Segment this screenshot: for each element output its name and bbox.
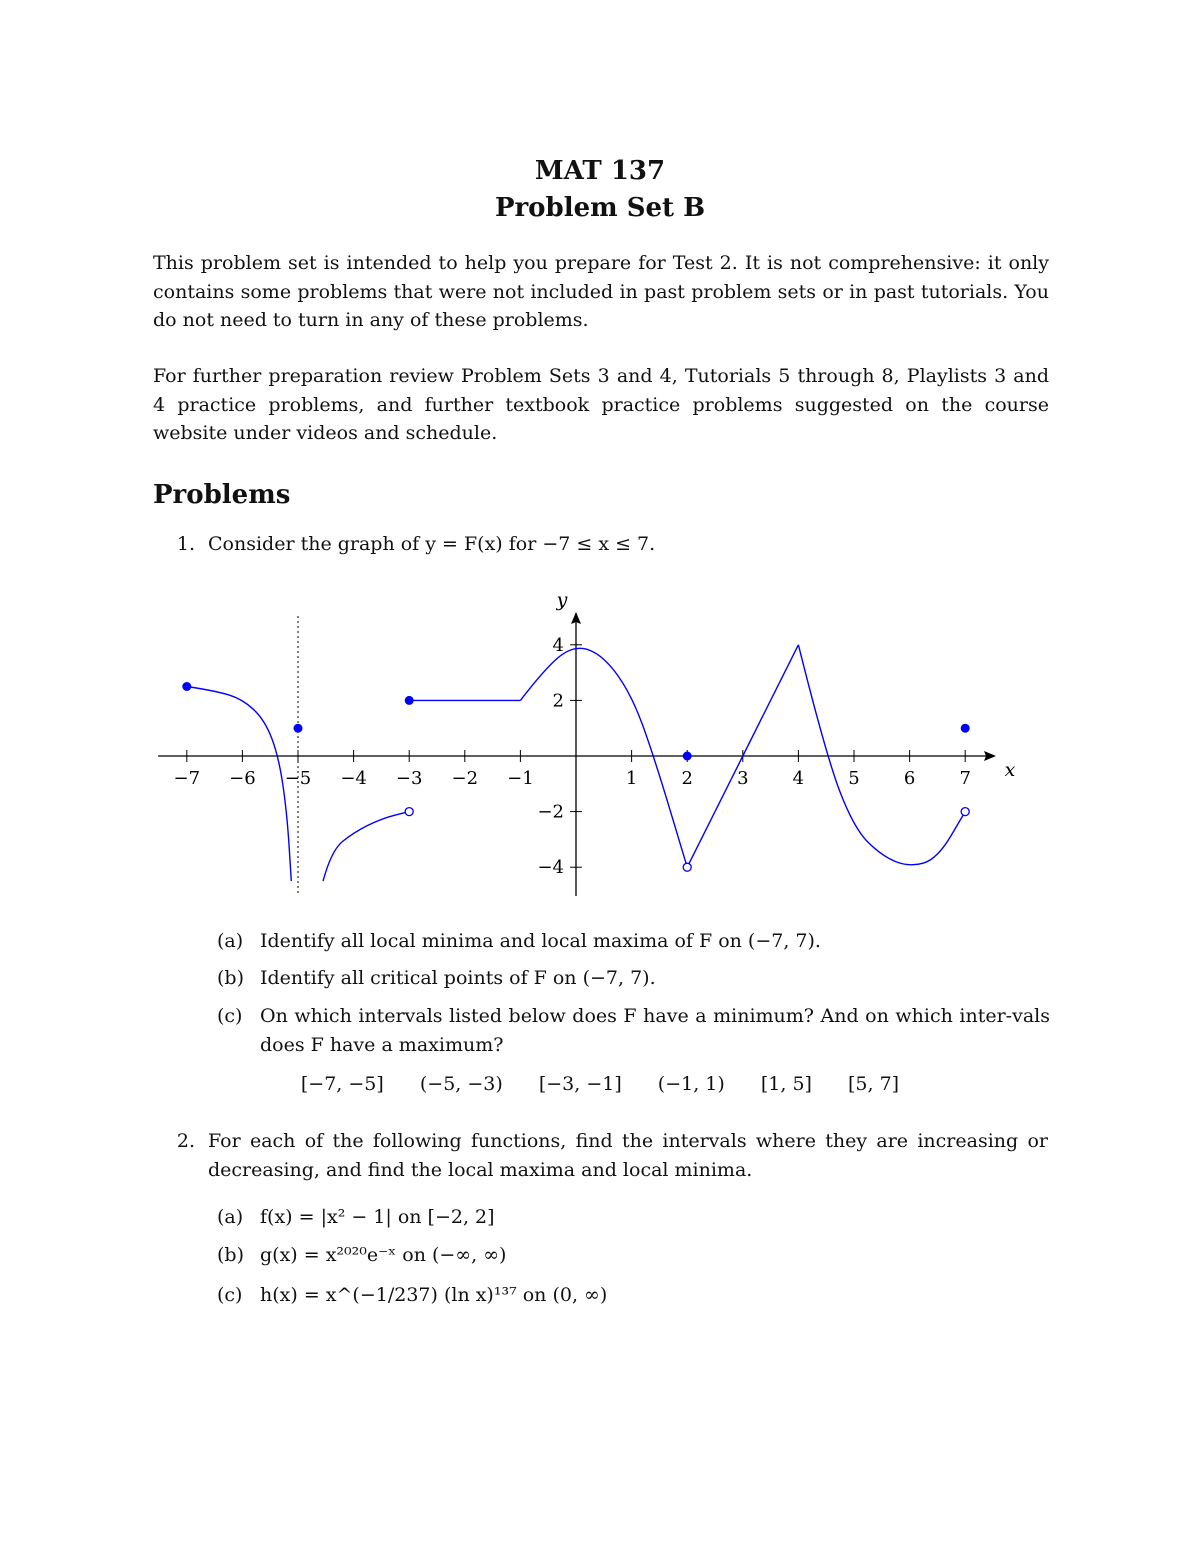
x-tick-label: −2 — [451, 768, 479, 789]
preparation-paragraph: For further preparation review Problem Sets 3 and 4, Tutorials 5 through 8, Playlists 3 and 4 practice problems, and further textbook practice problems suggested on the course website under videos and schedule. — [153, 365, 1049, 444]
part-label: (a) — [217, 1206, 244, 1228]
tick-labels — [174, 589, 1016, 878]
interval: [−7, −5] — [300, 1073, 384, 1095]
problem-text: Consider the graph of y = F(x) for −7 ≤ x ≤ 7. — [208, 533, 656, 555]
problem-number: 2. — [176, 1130, 195, 1152]
x-tick-label: −4 — [340, 768, 367, 789]
closed-point — [683, 752, 692, 761]
problem-1b — [217, 964, 656, 993]
x-axis-label: x — [1004, 759, 1016, 781]
open-point — [961, 808, 969, 816]
problem-2c — [217, 1281, 608, 1310]
curve-valley — [798, 645, 965, 865]
closed-point — [182, 682, 191, 691]
curve-right-branch — [323, 812, 409, 882]
problem-1c — [217, 1002, 1050, 1056]
x-tick-label: −6 — [229, 768, 256, 789]
part-label: (b) — [217, 1244, 244, 1266]
part-label: (b) — [217, 967, 244, 989]
problem-set-title: Problem Set B — [494, 193, 706, 223]
part-label: (a) — [217, 930, 244, 952]
x-tick-label: 3 — [737, 768, 749, 789]
problem-2b — [217, 1241, 507, 1270]
axes — [158, 612, 996, 896]
y-tick-label: 2 — [552, 690, 564, 712]
function-graph — [150, 585, 1030, 900]
course-title: MAT 137 — [534, 156, 666, 186]
y-tick-label: −2 — [537, 801, 564, 823]
x-tick-label: 1 — [625, 768, 638, 789]
part-label: (c) — [217, 1005, 243, 1027]
open-point — [683, 863, 691, 871]
curve-hump-and-dip — [520, 648, 687, 867]
x-tick-label: 5 — [848, 768, 860, 789]
open-point — [405, 808, 413, 816]
x-tick-label: −7 — [173, 768, 201, 789]
interval-list — [0, 1073, 1200, 1095]
interval: [1, 5] — [760, 1073, 812, 1095]
part-text: g(x) = x²⁰²⁰e⁻ˣ on (−∞, ∞) — [260, 1244, 507, 1266]
x-tick-label: 2 — [681, 768, 693, 789]
x-tick-label: 7 — [959, 768, 971, 789]
part-text: On which intervals listed below does F have a minimum? And on which inter-vals does F have a maximum? — [260, 1005, 1050, 1056]
interval: [−3, −1] — [538, 1073, 622, 1095]
x-tick-label: −5 — [284, 768, 312, 789]
part-text: f(x) = |x² − 1| on [−2, 2] — [260, 1206, 495, 1228]
x-tick-label: −1 — [507, 768, 534, 789]
part-text: Identify all critical points of F on (−7, 7). — [260, 967, 656, 989]
closed-point — [405, 696, 414, 705]
intro-paragraph: This problem set is intended to help you prepare for Test 2. It is not comprehensive: it only contains some problems that were not included in past problem sets or in past tutorials. You do not need to turn in any of these problems. — [153, 252, 1049, 331]
y-tick-label: −4 — [537, 857, 564, 879]
problem-number: 1. — [176, 533, 195, 555]
x-tick-label: 4 — [792, 768, 805, 789]
closed-point — [961, 724, 970, 733]
interval: (−5, −3) — [419, 1073, 503, 1095]
x-tick-label: −3 — [395, 768, 423, 789]
x-tick-label: 6 — [903, 768, 916, 789]
interval: [5, 7] — [848, 1073, 900, 1095]
closed-point — [294, 724, 303, 733]
y-tick-label: 4 — [552, 634, 564, 656]
problem-1a — [217, 927, 821, 956]
problems-heading: Problems — [153, 480, 291, 510]
part-label: (c) — [217, 1284, 243, 1306]
problem-text: For each of the following functions, find the intervals where they are increasing or decreasing, and find the local maxima and local minima. — [208, 1130, 1048, 1181]
part-text: Identify all local minima and local maxima of F on (−7, 7). — [260, 930, 821, 952]
problem-2a — [217, 1203, 495, 1232]
interval: (−1, 1) — [657, 1073, 725, 1095]
part-text: h(x) = x^(−1/237) (ln x)¹³⁷ on (0, ∞) — [260, 1284, 608, 1306]
y-axis-label: y — [556, 589, 568, 611]
